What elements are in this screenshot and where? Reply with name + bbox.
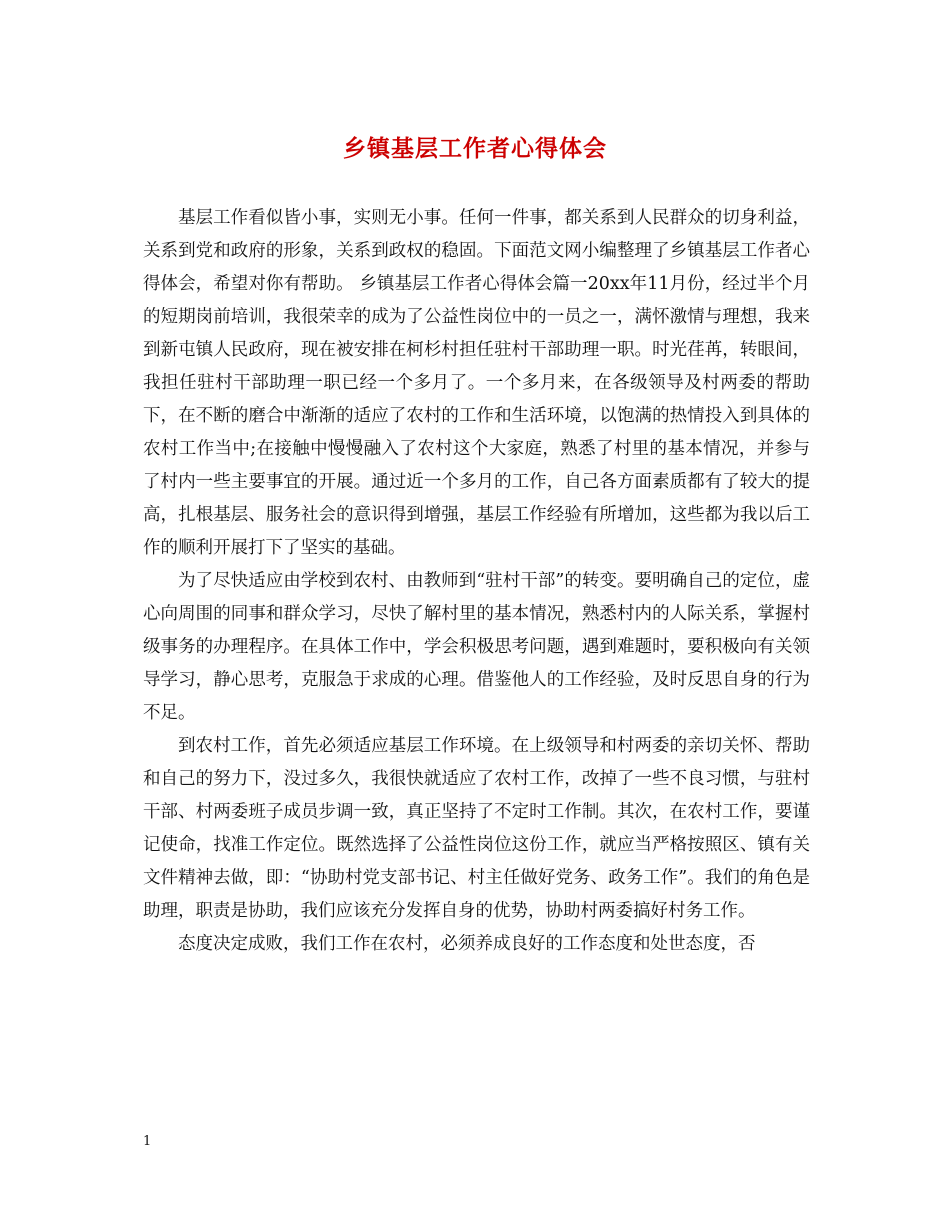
paragraph-1: 基层工作看似皆小事，实则无小事。任何一件事，都关系到人民群众的切身利益，关系到党和政府的形象，关系到政权的稳固。下面范文网小编整理了乡镇基层工作者心得体会，希望对你有帮助。 乡镇基层工作者心得体会篇一20xx年11月份，经过半个月的短期岗前培训，我很荣幸的成为了公益性岗位中的一员之一，满怀激情与理想，我来到新屯镇人民政府，现在被安排在柯杉村担任驻村干部助理一职。时光荏苒，转眼间，我担任驻村干部助理一职已经一个多月了。一个多月来，在各级领导及村两委的帮助下，在不断的磨合中渐渐的适应了农村的工作和生活环境，以饱满的热情投入到具体的农村工作当中;在接触中慢慢融入了农村这个大家庭，熟悉了村里的基本情况，并参与了村内一些主要事宜的开展。通过近一个多月的工作，自己各方面素质都有了较大的提高，扎根基层、服务社会的意识得到增强，基层工作经验有所增加，这些都为我以后工作的顺利开展打下了坚实的基础。 [143, 208, 810, 558]
document-body [143, 202, 810, 961]
paragraph-3: 到农村工作，首先必须适应基层工作环境。在上级领导和村两委的亲切关怀、帮助和自己的努力下，没过多久，我很快就适应了农村工作，改掉了一些不良习惯，与驻村干部、村两委班子成员步调一致，真正坚持了不定时工作制。其次，在农村工作，要谨记使命，找准工作定位。既然选择了公益性岗位这份工作，就应当严格按照区、镇有关文件精神去做，即：“协助村党支部书记、村主任做好党务、政务工作”。我们的角色是助理，职责是协助，我们应该充分发挥自身的优势，协助村两委搞好村务工作。 [143, 736, 810, 921]
paragraph-4: 态度决定成败，我们工作在农村，必须养成良好的工作态度和处世态度，否 [178, 934, 756, 954]
document-title: 乡镇基层工作者心得体会 [343, 135, 607, 162]
paragraph-2: 为了尽快适应由学校到农村、由教师到“驻村干部”的转变。要明确自己的定位，虚心向周围的同事和群众学习，尽快了解村里的基本情况，熟悉村内的人际关系，掌握村级事务的办理程序。在具体工作中，学会积极思考问题，遇到难题时，要积极向有关领导学习，静心思考，克服急于求成的心理。借鉴他人的工作经验，及时反思自身的行为不足。 [143, 571, 810, 723]
page-number: 1 [143, 1134, 152, 1149]
